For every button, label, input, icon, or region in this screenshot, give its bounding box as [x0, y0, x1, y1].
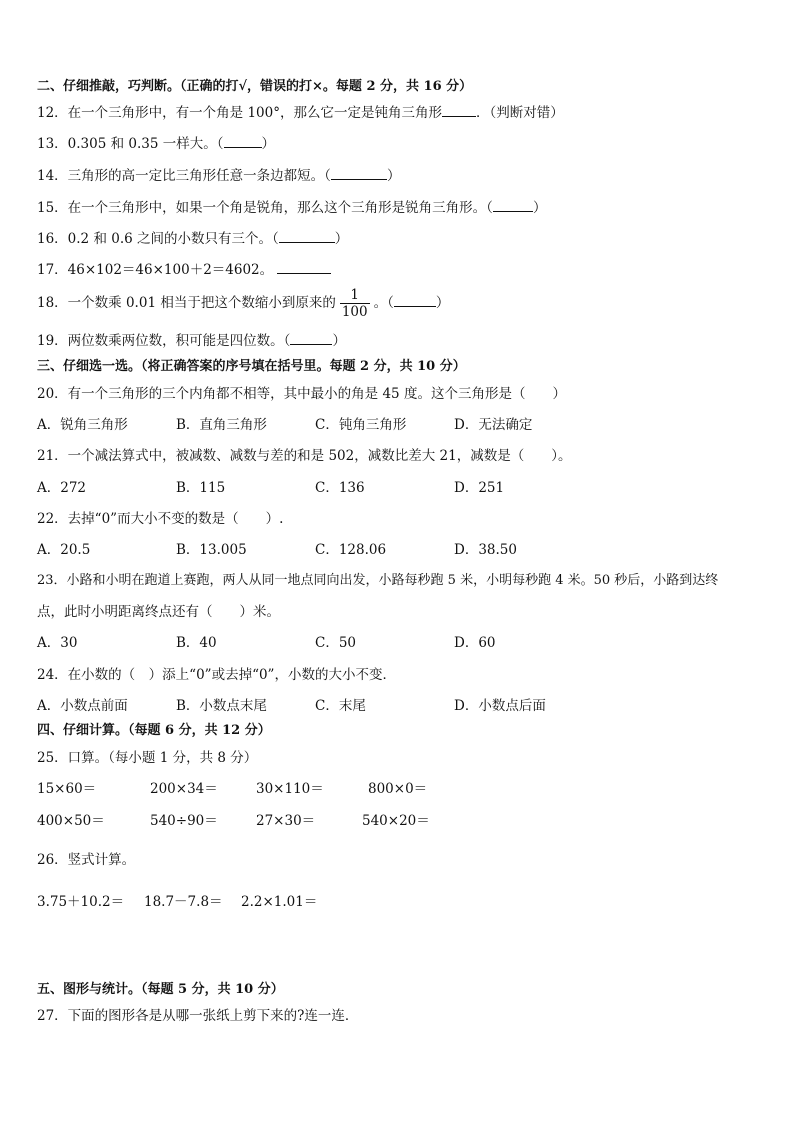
question-22: 22．去掉“0”而大小不变的数是（ ）.: [37, 511, 284, 527]
option-c[interactable]: C．50: [315, 635, 357, 651]
question-21: 21．一个减法算式中，被减数、减数与差的和是 502，减数比差大 21，减数是（ ）。: [37, 448, 572, 464]
q18-close: ）: [435, 295, 450, 311]
question-25: 25．口算。（每小题 1 分，共 8 分）: [37, 750, 258, 766]
option-c[interactable]: C．136: [315, 480, 365, 496]
question-14: [37, 167, 400, 185]
option-c[interactable]: C．末尾: [315, 698, 366, 714]
section-3-title: 三、仔细选一选。（将正确答案的序号填在括号里。每题 2 分，共 10 分）: [37, 359, 466, 374]
q18-tail: 。（: [373, 295, 394, 311]
option-b[interactable]: B．直角三角形: [176, 417, 267, 433]
vertical-calc-item: 18.7－7.8＝: [144, 894, 223, 910]
option-d[interactable]: D．小数点后面: [454, 698, 546, 714]
option-b[interactable]: B．小数点末尾: [176, 698, 267, 714]
section-4-title: 四、仔细计算。（每题 6 分，共 12 分）: [37, 723, 271, 738]
option-a[interactable]: A．小数点前面: [37, 698, 128, 714]
q18-text: 18．一个数乘 0.01 相当于把这个数缩小到原来的: [37, 295, 336, 311]
oral-calc-item: 400×50＝: [37, 813, 105, 829]
question-12: [37, 104, 564, 122]
vertical-calc-item: 3.75＋10.2＝: [37, 894, 125, 910]
answer-blank[interactable]: [277, 261, 331, 274]
answer-blank[interactable]: [394, 294, 436, 307]
option-a[interactable]: A．30: [37, 635, 78, 651]
q14-close: ）: [386, 168, 401, 184]
option-d[interactable]: D．38.50: [454, 542, 517, 558]
question-16: [37, 230, 348, 248]
q16-close: ）: [334, 231, 349, 247]
q15-text: 15．在一个三角形中，如果一个角是锐角，那么这个三角形是锐角三角形。（: [37, 200, 493, 216]
option-c[interactable]: C．128.06: [315, 542, 387, 558]
answer-blank[interactable]: [279, 230, 335, 243]
answer-blank[interactable]: [331, 167, 387, 180]
oral-calc-item: 15×60＝: [37, 781, 97, 797]
q16-text: 16．0.2 和 0.6 之间的小数只有三个。（: [37, 231, 279, 247]
q13-text: 13．0.305 和 0.35 一样大。（: [37, 136, 224, 152]
q15-close: ）: [532, 200, 547, 216]
q12-tail: ．（判断对错）: [476, 105, 564, 121]
q14-text: 14．三角形的高一定比三角形任意一条边都短。（: [37, 168, 331, 184]
oral-calc-item: 540×20＝: [362, 813, 430, 829]
question-23-line2: 点，此时小明距离终点还有（ ）米。: [37, 604, 280, 620]
option-d[interactable]: D．251: [454, 480, 505, 496]
question-24: 24．在小数的（ ）添上“0”或去掉“0”，小数的大小不变．: [37, 667, 396, 683]
vertical-calc-item: 2.2×1.01＝: [241, 894, 318, 910]
answer-blank[interactable]: [224, 135, 262, 148]
oral-calc-item: 200×34＝: [150, 781, 218, 797]
question-27: 27．下面的图形各是从哪一张纸上剪下来的?连一连．: [37, 1008, 359, 1024]
question-17: [37, 261, 331, 279]
q13-close: ）: [261, 136, 276, 152]
answer-blank[interactable]: [290, 332, 332, 345]
option-d[interactable]: D．60: [454, 635, 496, 651]
oral-calc-item: 27×30＝: [256, 813, 316, 829]
section-5-title: 五、图形与统计。（每题 5 分，共 10 分）: [37, 982, 284, 997]
oral-calc-item: 540÷90＝: [150, 813, 218, 829]
q19-close: ）: [332, 333, 346, 349]
fraction-denominator: 100: [341, 304, 368, 320]
option-a[interactable]: A．272: [37, 480, 87, 496]
question-26: 26．竖式计算。: [37, 852, 136, 868]
option-a[interactable]: A．20.5: [37, 542, 91, 558]
answer-blank[interactable]: [442, 104, 476, 117]
oral-calc-item: 30×110＝: [256, 781, 324, 797]
fraction: [340, 287, 370, 320]
q12-text: 12．在一个三角形中，有一个角是 100°，那么它一定是钝角三角形: [37, 105, 442, 121]
option-b[interactable]: B．115: [176, 480, 226, 496]
option-b[interactable]: B．40: [176, 635, 217, 651]
option-d[interactable]: D．无法确定: [454, 417, 533, 433]
question-20: 20．有一个三角形的三个内角都不相等，其中最小的角是 45 度。这个三角形是（ ）: [37, 386, 566, 402]
question-19: [37, 332, 346, 350]
question-23-line1: 23．小路和小明在跑道上赛跑，两人从同一地点同向出发，小路每秒跑 5 米，小明每秒跑 4 米。50 秒后，小路到达终: [37, 573, 719, 588]
answer-blank[interactable]: [493, 199, 533, 212]
question-13: [37, 135, 275, 153]
option-c[interactable]: C．钝角三角形: [315, 417, 407, 433]
option-b[interactable]: B．13.005: [176, 542, 247, 558]
question-18: [37, 285, 449, 321]
section-2-title: 二、仔细推敲，巧判断。（正确的打√，错误的打×。每题 2 分，共 16 分）: [37, 79, 473, 94]
option-a[interactable]: A．锐角三角形: [37, 417, 128, 433]
question-15: [37, 199, 546, 217]
oral-calc-item: 800×0＝: [368, 781, 428, 797]
q19-text: 19．两位数乘两位数，积可能是四位数。（: [37, 333, 291, 349]
fraction-numerator: 1: [340, 287, 370, 304]
q17-text: 17．46×102＝46×100＋2＝4602。: [37, 262, 274, 278]
